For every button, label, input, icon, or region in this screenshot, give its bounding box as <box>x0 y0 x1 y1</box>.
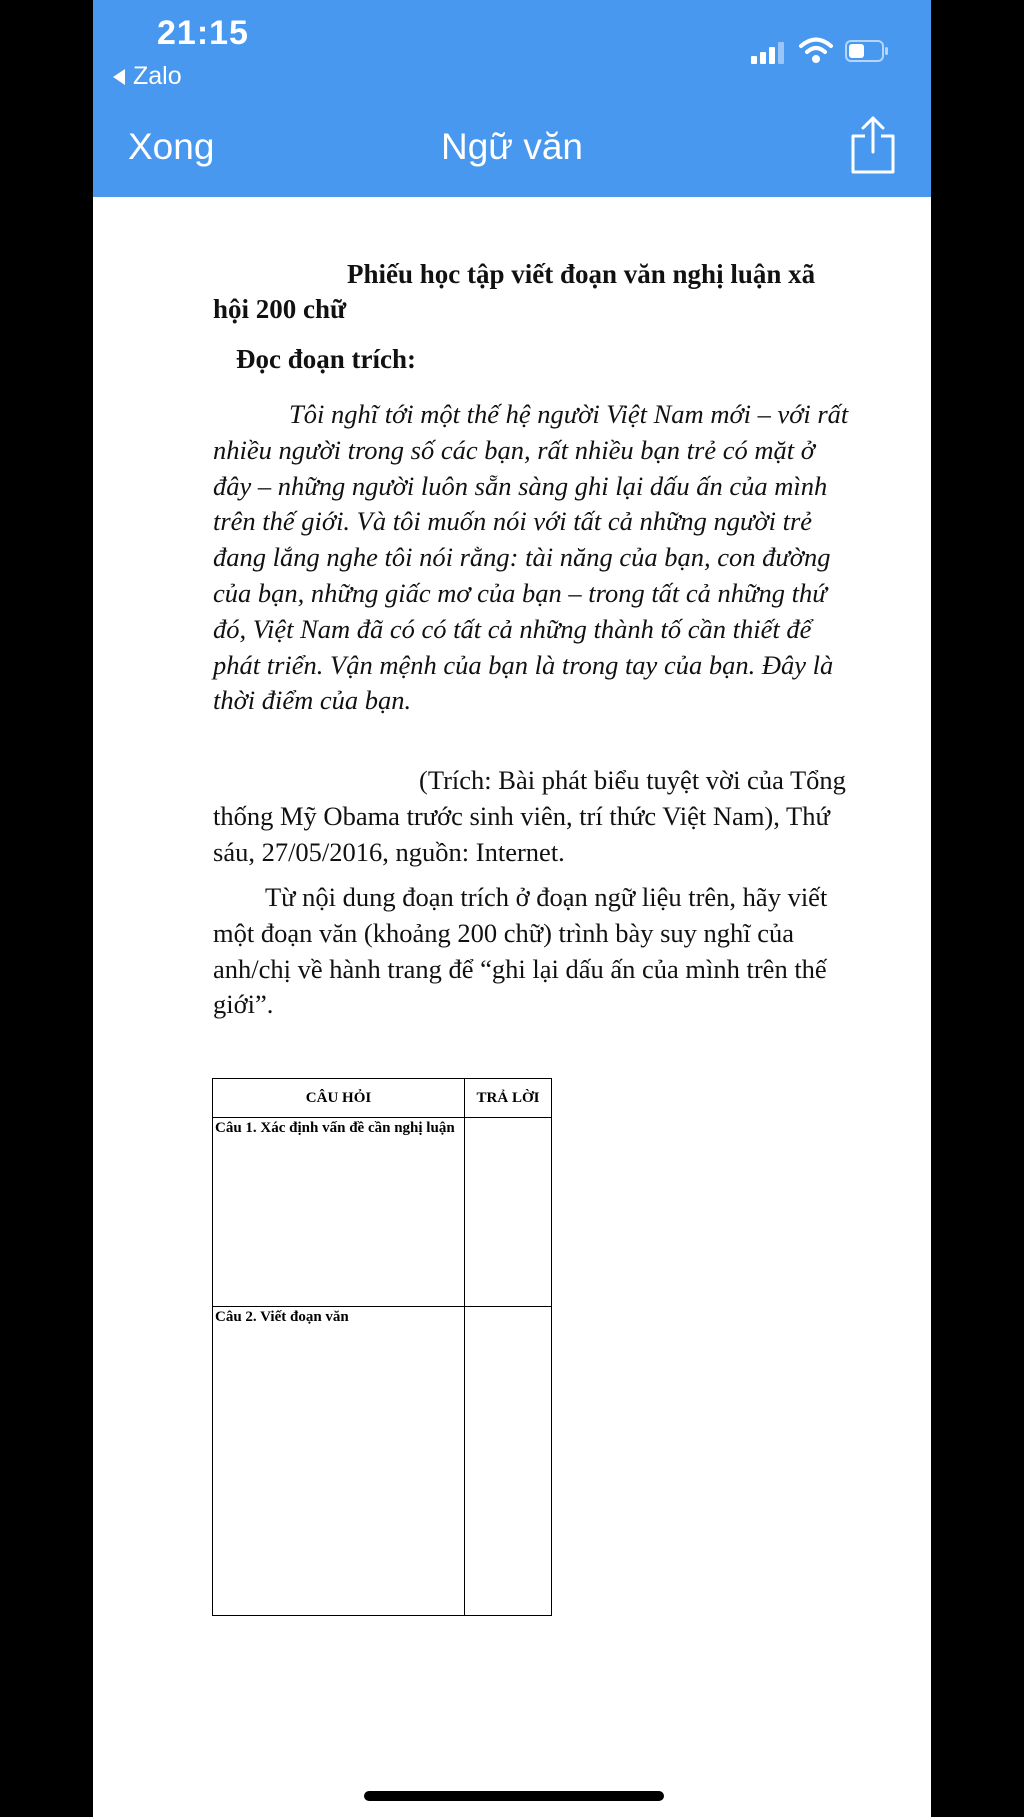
top-bar <box>93 0 931 197</box>
read-excerpt-heading: Đọc đoạn trích: <box>236 344 416 374</box>
excerpt-quote: Tôi nghĩ tới một thế hệ người Việt Nam mới – với rất nhiều người trong số các bạn, rất nhiều bạn trẻ có mặt ở đây – những người luôn sẵn sàng ghi lại dấu ấn của mình trên thế giới. Và tôi muốn nói với tất cả những người trẻ đang lắng nghe tôi nói rằng: tài năng của bạn, con đường của bạn, những giấc mơ của bạn – trong tất cả những thứ đó, Việt Nam đã có có tất cả những thành tố cần thiết để phát triển. Vận mệnh của bạn là trong tay của bạn. Đây là thời điểm của bạn. <box>213 399 849 716</box>
table-row <box>213 1307 552 1616</box>
cellular-signal-icon <box>751 40 791 64</box>
answer-cell <box>465 1307 552 1616</box>
table-row <box>213 1118 552 1307</box>
answer-cell <box>465 1118 552 1307</box>
battery-icon <box>845 40 889 62</box>
share-icon[interactable] <box>849 114 897 176</box>
question-cell: Câu 1. Xác định vấn đề cần nghị luận <box>213 1118 465 1307</box>
done-button[interactable]: Xong <box>128 126 215 167</box>
document-viewer-screen <box>93 0 931 1817</box>
wifi-icon <box>799 36 833 64</box>
header-answer: TRẢ LỜI <box>465 1079 552 1118</box>
excerpt-source: (Trích: Bài phát biểu tuyệt vời của Tổng thống Mỹ Obama trước sinh viên, trí thức Việt Nam), Thứ sáu, 27/05/2016, nguồn: Internet. <box>213 765 846 867</box>
home-indicator[interactable] <box>364 1791 664 1801</box>
question-answer-table <box>212 1078 552 1616</box>
writing-task: Từ nội dung đoạn trích ở đoạn ngữ liệu trên, hãy viết một đoạn văn (khoảng 200 chữ) trình bày suy nghĩ của anh/chị về hành trang để “ghi lại dấu ấn của mình trên thế giới”. <box>213 882 828 1020</box>
status-time: 21:15 <box>157 14 249 52</box>
back-to-app-button[interactable] <box>113 62 182 91</box>
header-question: CÂU HỎI <box>213 1079 465 1118</box>
back-arrow-icon <box>113 69 125 85</box>
nav-title: Ngữ văn <box>440 126 583 167</box>
document-title: Phiếu học tập viết đoạn văn nghị luận xã hội 200 chữ <box>213 259 816 324</box>
back-app-label: Zalo <box>133 62 182 90</box>
document-page <box>93 197 931 1817</box>
question-cell: Câu 2. Viết đoạn văn <box>213 1307 465 1616</box>
table-header-row <box>213 1079 552 1118</box>
